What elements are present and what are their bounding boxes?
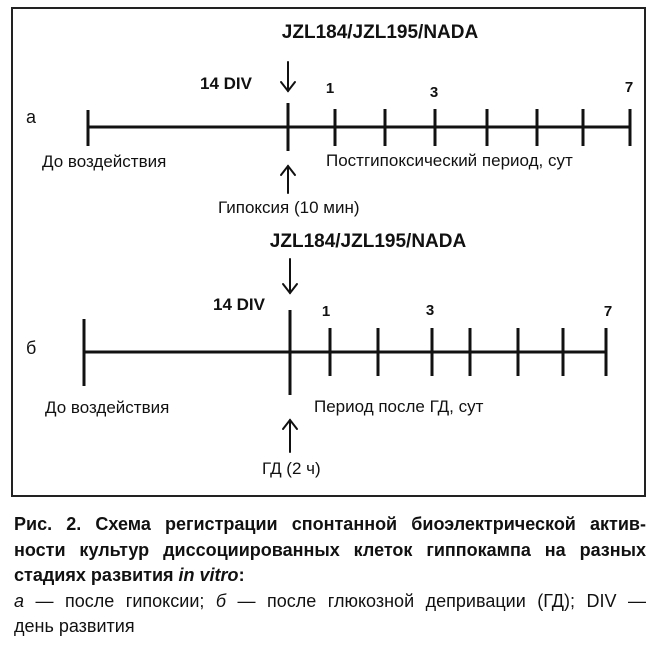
caption-title-end: стадиях развития	[14, 565, 174, 585]
panel-b-div-label: 14 DIV	[213, 295, 265, 314]
panel-b-letter: б	[26, 338, 37, 358]
caption-legend-continuation: день развития	[14, 616, 135, 636]
panel-b	[26, 231, 612, 478]
legend-text-b: — после глюкозной депривации (ГД); DIV —	[237, 590, 646, 611]
panel-a-period-label: Постгипоксический период, сут	[326, 151, 573, 170]
caption-in-vitro: in vitro	[178, 565, 239, 585]
panel-a-before-label: До воздействия	[42, 152, 167, 171]
panel-a-insult-arrow-up-icon	[281, 166, 295, 193]
panel-b-treatment-label: JZL184/JZL195/NADA	[269, 231, 467, 252]
panel-b-day-label-1: 1	[321, 303, 331, 320]
panel-b-insult-arrow-up-icon	[283, 420, 297, 452]
caption-title-line-1: Рис. 2. Схема регистрации спонтанной биоэлектрической актив-	[14, 514, 646, 534]
legend-letter-a: а	[14, 590, 25, 611]
legend-text-a: — после гипоксии;	[35, 590, 205, 611]
caption-colon: :	[238, 565, 245, 585]
panel-a-letter: а	[26, 107, 37, 127]
panel-a-div-label: 14 DIV	[200, 74, 252, 93]
panel-a-day-label-7: 7	[624, 79, 634, 96]
panel-b-treatment-arrow-down-icon	[283, 259, 297, 293]
caption-title-line-3	[14, 563, 646, 589]
panel-b-period-label: Период после ГД, сут	[314, 397, 484, 416]
legend-letter-b: б	[215, 590, 227, 611]
panel-a-day-label-3: 3	[429, 84, 439, 101]
panel-a-insult-label: Гипоксия (10 мин)	[218, 198, 360, 217]
panel-b-before-label: До воздействия	[45, 398, 170, 417]
panel-b-day-label-7: 7	[603, 303, 613, 320]
panel-a-day-label-1: 1	[325, 80, 335, 97]
caption-legend-line	[14, 589, 646, 615]
caption-title-line-2: ности культур диссоциированных клеток гиппокампа на разных	[14, 539, 646, 560]
panel-a-treatment-label: JZL184/JZL195/NADA	[281, 22, 479, 43]
figure-caption	[14, 512, 646, 640]
panel-b-insult-label: ГД (2 ч)	[262, 459, 321, 478]
panel-a	[26, 22, 633, 217]
panel-b-day-label-3: 3	[425, 302, 435, 319]
panel-a-treatment-arrow-down-icon	[281, 62, 295, 91]
